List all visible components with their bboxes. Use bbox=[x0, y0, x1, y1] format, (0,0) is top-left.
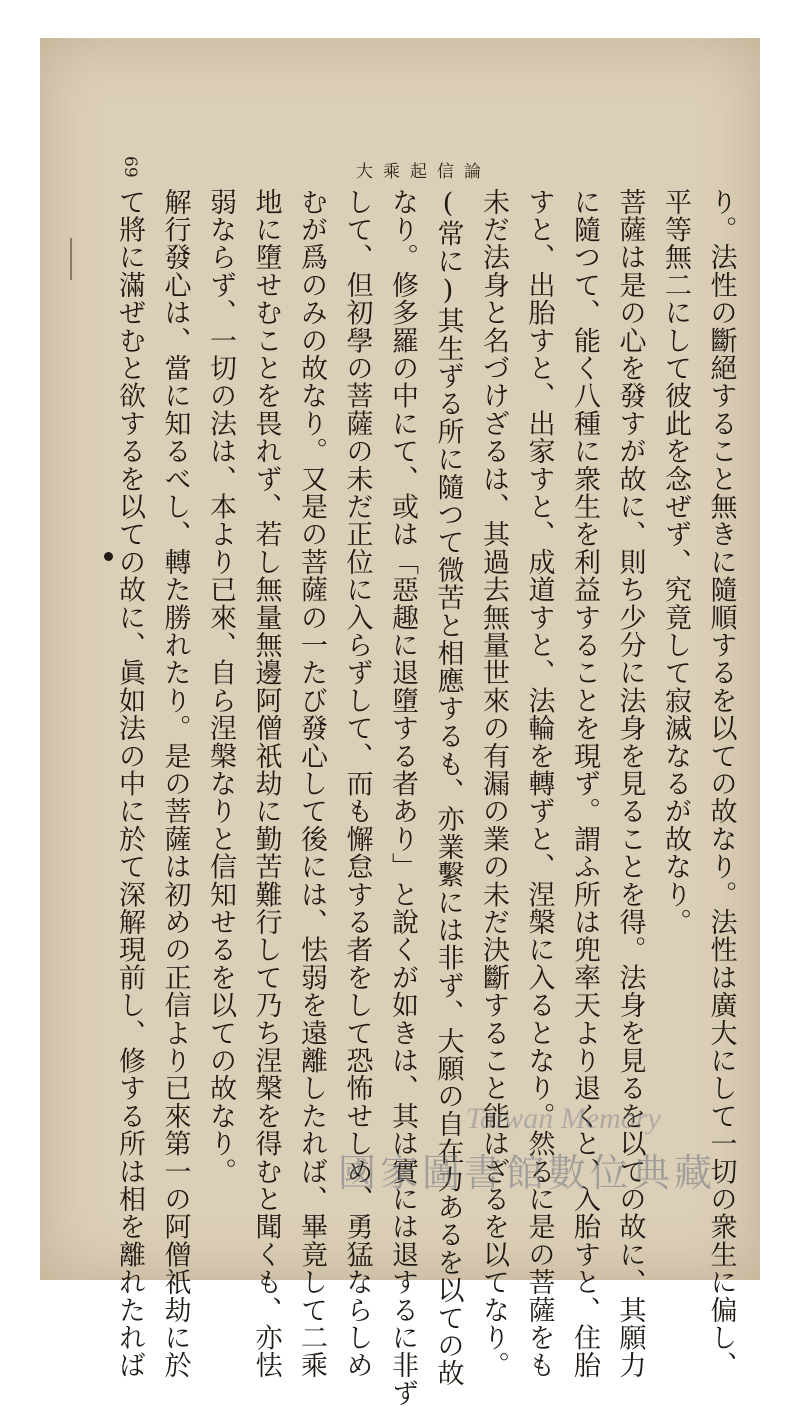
text-column: すと、出胎すと、出家すと、成道すと、法輪を轉ずと、涅槃に入るとなり。然るに是の菩薩をも bbox=[523, 188, 555, 1380]
text-column: 地に墮せむことを畏れず、若し無量無邊阿僧祇劫に勤苦難行して乃ち涅槃を得むと聞くも、亦怯 bbox=[250, 188, 282, 1380]
text-column: なり。修多羅の中にて、或は「惡趣に退墮する者あり」と說くが如きは、其は實には退するに非ず bbox=[387, 188, 418, 1407]
text-column: (常に)其生ずる所に隨つて微苦と相應するも、亦業繫には非ず、大願の自在力あるを以ての故 bbox=[432, 188, 464, 1388]
text-column: 弱ならず、一切の法は、本より已來、自ら涅槃なりと信知せるを以ての故なり。 bbox=[205, 188, 236, 1186]
text-column: して、但初學の菩薩の未だ正位に入らずして、而も懈怠する者をして恐怖せしめ、勇猛ならしめ bbox=[341, 188, 373, 1380]
watermark-english: Taiwan Memory bbox=[466, 1102, 661, 1135]
text-column: 未だ法身と名づけざるは、其過去無量世來の有漏の業の未だ決斷すること能はざるを以てなり。 bbox=[478, 188, 509, 1380]
watermark-chinese: 國家圖書館數位典藏 bbox=[338, 1151, 717, 1195]
page-number: 69 bbox=[120, 156, 140, 178]
text-column: に隨つて、能く八種に衆生を利益することを現ず。謂ふ所は兜率天より退くと、入胎すと、住胎 bbox=[569, 188, 600, 1380]
text-column: むが爲のみの故なり。又是の菩薩の一たび發心して後には、怯弱を遠離したれば、畢竟して二乘 bbox=[296, 188, 327, 1380]
text-column: り。法性の斷絕すること無きに隨順するを以ての故なり。法性は廣大にして一切の衆生に偏し、 bbox=[705, 188, 737, 1380]
text-column: て將に滿ぜむと欲するを以ての故に、眞如法の中に於て深解現前し、修する所は相を離れたれば bbox=[114, 188, 145, 1380]
ink-spot bbox=[104, 552, 113, 561]
margin-mark bbox=[70, 238, 72, 280]
text-column: 解行發心は、當に知るべし、轉た勝れたり。是の菩薩は初めの正信より已來第一の阿僧祇劫に於 bbox=[159, 188, 191, 1380]
running-title: 大乘起信論 bbox=[356, 162, 491, 182]
text-column: 菩薩は是の心を發すが故に、則ち少分に法身を見ることを得。法身を見るを以ての故に、其願力 bbox=[614, 188, 646, 1380]
text-column: 平等無二にして彼此を念ぜず、究竟して寂滅なるが故なり。 bbox=[660, 188, 691, 936]
